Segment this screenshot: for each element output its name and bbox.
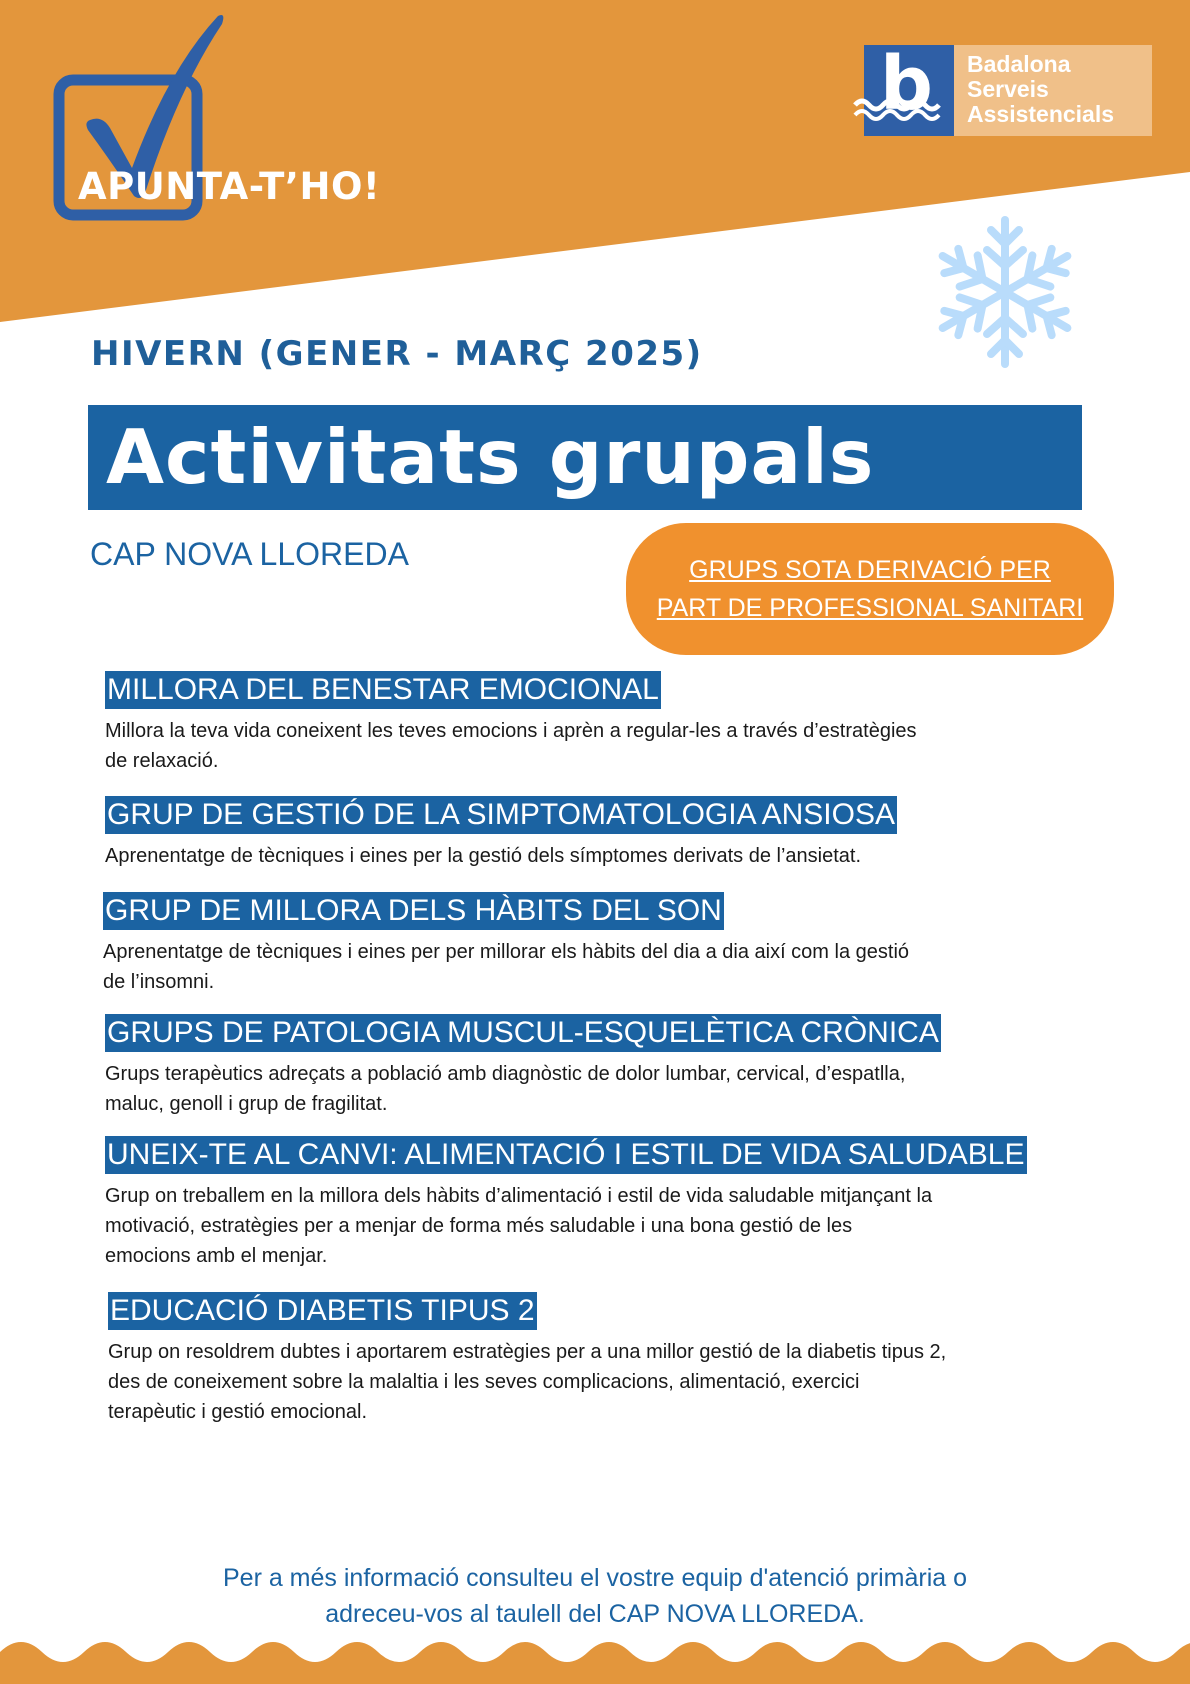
- referral-badge: [626, 523, 1114, 655]
- description-line: emocions amb el menjar.: [105, 1245, 328, 1267]
- description-line: Grup on treballem en la millora dels hàbits d’alimentació i estil de vida saludable mitjançant la: [105, 1185, 933, 1207]
- description-line: Aprenentatge de tècniques i eines per la gestió dels símptomes derivats de l’ansietat.: [105, 845, 861, 867]
- badalona-b-logo: [864, 41, 954, 136]
- group-description: [105, 1181, 1085, 1271]
- group-anxiety: [105, 796, 1085, 871]
- group-title: EDUCACIÓ DIABETIS TIPUS 2: [108, 1292, 537, 1330]
- wave-icon: [846, 45, 954, 136]
- footer-line-1: Per a més informació consulteu el vostre equip d'atenció primària o: [222, 1564, 968, 1592]
- description-line: Aprenentatge de tècniques i eines per per millorar els hàbits del dia a dia així com la gestió: [103, 941, 910, 963]
- bottom-wave-decoration: [0, 1630, 1190, 1684]
- group-title: UNEIX-TE AL CANVI: ALIMENTACIÓ I ESTIL DE VIDA SALUDABLE: [105, 1136, 1027, 1174]
- description-line: de l’insomni.: [103, 971, 215, 993]
- group-description: [103, 937, 1083, 997]
- snowflake-icon: [925, 212, 1085, 372]
- group-title: GRUPS DE PATOLOGIA MUSCUL-ESQUELÈTICA CRÒNICA: [105, 1014, 941, 1052]
- group-title: GRUP DE GESTIÓ DE LA SIMPTOMATOLOGIA ANSIOSA: [105, 796, 897, 834]
- group-emotional-wellbeing: [105, 671, 1085, 776]
- group-diabetes: [108, 1292, 1088, 1427]
- group-description: [105, 841, 1085, 871]
- footer-info: [0, 1560, 1190, 1632]
- group-title: MILLORA DEL BENESTAR EMOCIONAL: [105, 671, 661, 709]
- badalona-brand-logo: [864, 41, 1152, 136]
- group-musculoskeletal: [105, 1014, 1085, 1119]
- group-title: GRUP DE MILLORA DELS HÀBITS DEL SON: [103, 892, 724, 930]
- description-line: motivació, estratègies per a menjar de forma més saludable i una bona gestió de les: [105, 1215, 853, 1237]
- brand-mark-letter: b: [880, 41, 933, 127]
- description-line: des de coneixement sobre la malaltia i les seves complicacions, alimentació, exercici: [108, 1371, 860, 1393]
- description-line: Grup on resoldrem dubtes i aportarem estratègies per a una millor gestió de la diabetis tipus 2,: [108, 1341, 947, 1363]
- group-sleep-habits: [103, 892, 1083, 997]
- brand-line-1: Badalona: [967, 51, 1071, 77]
- description-line: maluc, genoll i grup de fragilitat.: [105, 1093, 388, 1115]
- group-description: [105, 716, 1085, 776]
- referral-line-1: GRUPS SOTA DERIVACIÓ PER: [689, 556, 1051, 584]
- page-title: Activitats grupals: [88, 405, 1082, 510]
- description-line: Millora la teva vida coneixent les teves emocions i aprèn a regular-les a través d’estratègies: [105, 720, 917, 742]
- group-healthy-lifestyle: [105, 1136, 1085, 1271]
- referral-line-2: PART DE PROFESSIONAL SANITARI: [656, 594, 1084, 622]
- group-description: [108, 1337, 1088, 1427]
- apunta-tagline: APUNTA-T’HO!: [78, 165, 381, 208]
- description-line: Grups terapèutics adreçats a població amb diagnòstic de dolor lumbar, cervical, d’espatlla,: [105, 1063, 906, 1085]
- description-line: terapèutic i gestió emocional.: [108, 1401, 368, 1423]
- brand-line-2: Serveis: [967, 76, 1049, 102]
- description-line: de relaxació.: [105, 750, 219, 772]
- season-title: HIVERN (GENER - MARÇ 2025): [91, 334, 703, 374]
- group-description: [105, 1059, 1085, 1119]
- footer-line-2: adreceu-vos al taulell del CAP NOVA LLOREDA.: [325, 1600, 865, 1628]
- brand-line-3: Assistencials: [967, 101, 1115, 127]
- center-name: CAP NOVA LLOREDA: [90, 536, 409, 572]
- brand-names: [954, 45, 1152, 136]
